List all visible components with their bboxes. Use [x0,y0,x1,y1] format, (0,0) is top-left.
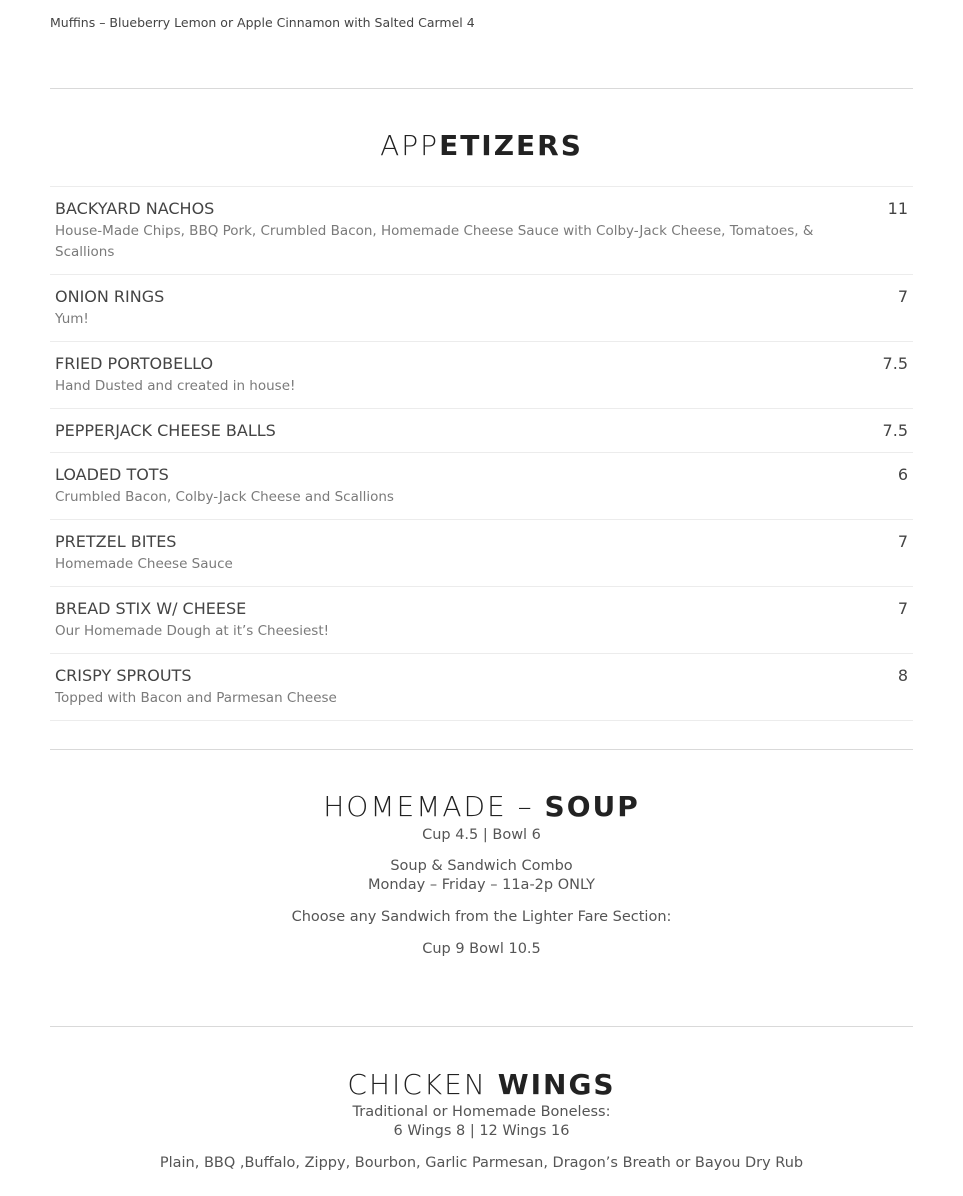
soup-prices: Cup 4.5 | Bowl 6 [422,827,541,843]
item-description: Crumbled Bacon, Colby-Jack Cheese and Scallions [55,489,394,505]
item-name: BREAD STIX W/ CHEESE [55,599,247,618]
wings-flavors: Plain, BBQ ,Buffalo, Zippy, Bourbon, Garlic Parmesan, Dragon’s Breath or Bayou Dry Rub [159,1155,804,1171]
wings-title-light: CHICKEN [347,1068,498,1101]
section-divider [50,749,913,750]
item-price: 11 [887,199,908,218]
item-description: Homemade Cheese Sauce [55,556,233,572]
item-price: 7 [897,599,908,618]
item-description: House-Made Chips, BBQ Pork, Crumbled Bacon, Homemade Cheese Sauce with Colby-Jack Cheese, Tomatoes, & Scallions [55,223,814,260]
section-divider [50,1026,913,1027]
item-price: 6 [897,465,908,484]
soup-combo-hours: Monday – Friday – 11a-2p ONLY [367,877,595,893]
item-name: LOADED TOTS [55,465,169,484]
menu-item [50,654,913,721]
soup-title [50,789,913,825]
item-price: 7 [897,287,908,306]
item-price: 7.5 [882,421,908,440]
item-name: PEPPERJACK CHEESE BALLS [55,421,276,440]
wings-style: Traditional or Homemade Boneless: [352,1104,611,1120]
item-price: 7.5 [882,354,908,373]
section-divider [50,88,913,89]
appetizers-title-light: APP [380,129,440,162]
soup-combo-prices: Cup 9 Bowl 10.5 [422,941,541,957]
appetizer-list [50,186,913,721]
item-name: PRETZEL BITES [55,532,177,551]
menu-item [50,520,913,587]
item-price: 8 [897,666,908,685]
menu-item [50,275,913,342]
wings-title-bold: WINGS [497,1068,616,1101]
menu-item [50,342,913,409]
menu-item [50,409,913,453]
wings-prices: 6 Wings 8 | 12 Wings 16 [393,1123,570,1139]
item-name: BACKYARD NACHOS [55,199,215,218]
soup-combo-title: Soup & Sandwich Combo [390,858,573,874]
appetizers-title [50,128,913,164]
wings-title [50,1067,913,1103]
item-description: Yum! [55,311,89,327]
muffins-note: Muffins – Blueberry Lemon or Apple Cinnamon with Salted Carmel 4 [50,15,475,30]
item-description: Topped with Bacon and Parmesan Cheese [55,690,337,706]
menu-item [50,187,913,275]
menu-item [50,587,913,654]
soup-title-bold: SOUP [544,790,640,823]
soup-combo-instructions: Choose any Sandwich from the Lighter Fare Section: [291,909,672,925]
item-name: CRISPY SPROUTS [55,666,192,685]
item-description: Hand Dusted and created in house! [55,378,296,394]
item-name: FRIED PORTOBELLO [55,354,214,373]
item-name: ONION RINGS [55,287,165,306]
item-description: Our Homemade Dough at it’s Cheesiest! [55,623,330,639]
soup-title-light: HOMEMADE – [323,790,545,823]
appetizers-title-bold: ETIZERS [439,129,583,162]
item-price: 7 [897,532,908,551]
menu-item [50,453,913,520]
